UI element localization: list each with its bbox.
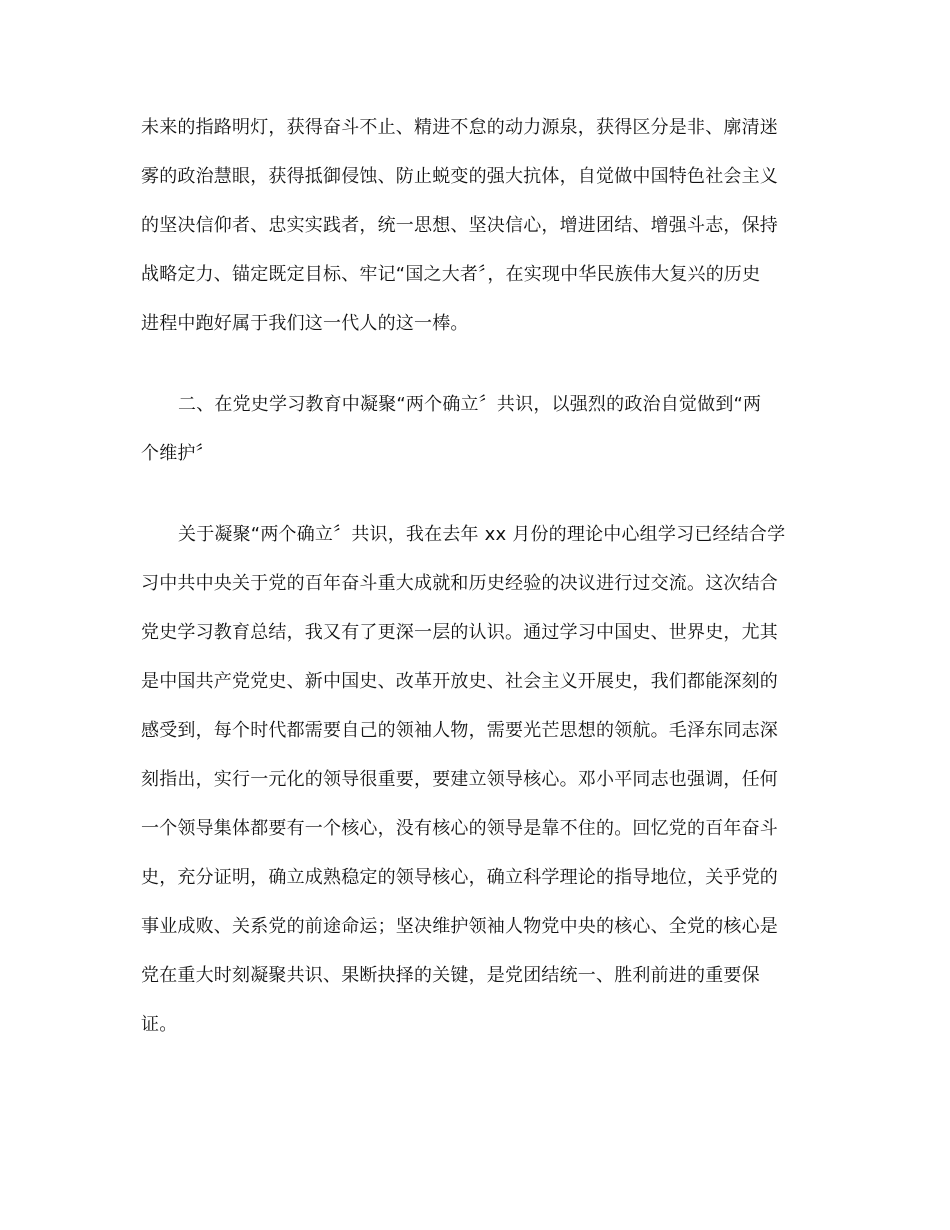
heading-line: 二、在党史学习教育中凝聚“两个确立〞共识，以强烈的政治自觉做到“两	[178, 394, 762, 415]
text-line: 党在重大时刻凝聚共识、果断抉择的关键，是党团结统一、胜利前进的重要保	[141, 965, 760, 986]
paragraph-gap	[141, 348, 809, 380]
section-heading	[141, 380, 809, 478]
paragraph-gap	[141, 478, 809, 510]
text-line: 的坚决信仰者、忠实实践者，统一思想、坚决信心，增进团结、增强斗志，保持	[141, 215, 778, 236]
heading-line: 个维护〞	[141, 443, 214, 464]
text-line: 未来的指路明灯，获得奋斗不止、精进不怠的动力源泉，获得区分是非、廓清迷	[141, 117, 778, 138]
text-line: 雾的政治慧眼，获得抵御侵蚀、防止蜕变的强大抗体，自觉做中国特色社会主义	[141, 166, 778, 187]
text-line: 刻指出，实行一元化的领导很重要，要建立领导核心。邓小平同志也强调，任何	[141, 769, 778, 790]
document-body	[141, 103, 809, 1049]
text-line: 是中国共产党党史、新中国史、改革开放史、社会主义开展史，我们都能深刻的	[141, 671, 778, 692]
text-line: 史，充分证明，确立成熟稳定的领导核心，确立科学理论的指导地位，关乎党的	[141, 867, 778, 888]
text-line: 习中共中央关于党的百年奋斗重大成就和历史经验的决议进行过交流。这次结合	[141, 573, 778, 594]
paragraph-continuation	[141, 103, 809, 348]
body-paragraph	[141, 510, 809, 1049]
text-line: 证。	[141, 1014, 178, 1035]
text-line: 关于凝聚“两个确立〞共识，我在去年 xx 月份的理论中心组学习已经结合学	[178, 524, 786, 545]
text-line: 事业成败、关系党的前途命运；坚决维护领袖人物党中央的核心、全党的核心是	[141, 916, 778, 937]
text-line: 感受到，每个时代都需要自己的领袖人物，需要光芒思想的领航。毛泽东同志深	[141, 720, 778, 741]
text-line: 党史学习教育总结，我又有了更深一层的认识。通过学习中国史、世界史，尤其	[141, 622, 778, 643]
text-line: 一个领导集体都要有一个核心，没有核心的领导是靠不住的。回忆党的百年奋斗	[141, 818, 778, 839]
text-line: 进程中跑好属于我们这一代人的这一棒。	[141, 313, 469, 334]
text-line: 战略定力、锚定既定目标、牢记“国之大者〞，在实现中华民族伟大复兴的历史	[141, 264, 761, 285]
